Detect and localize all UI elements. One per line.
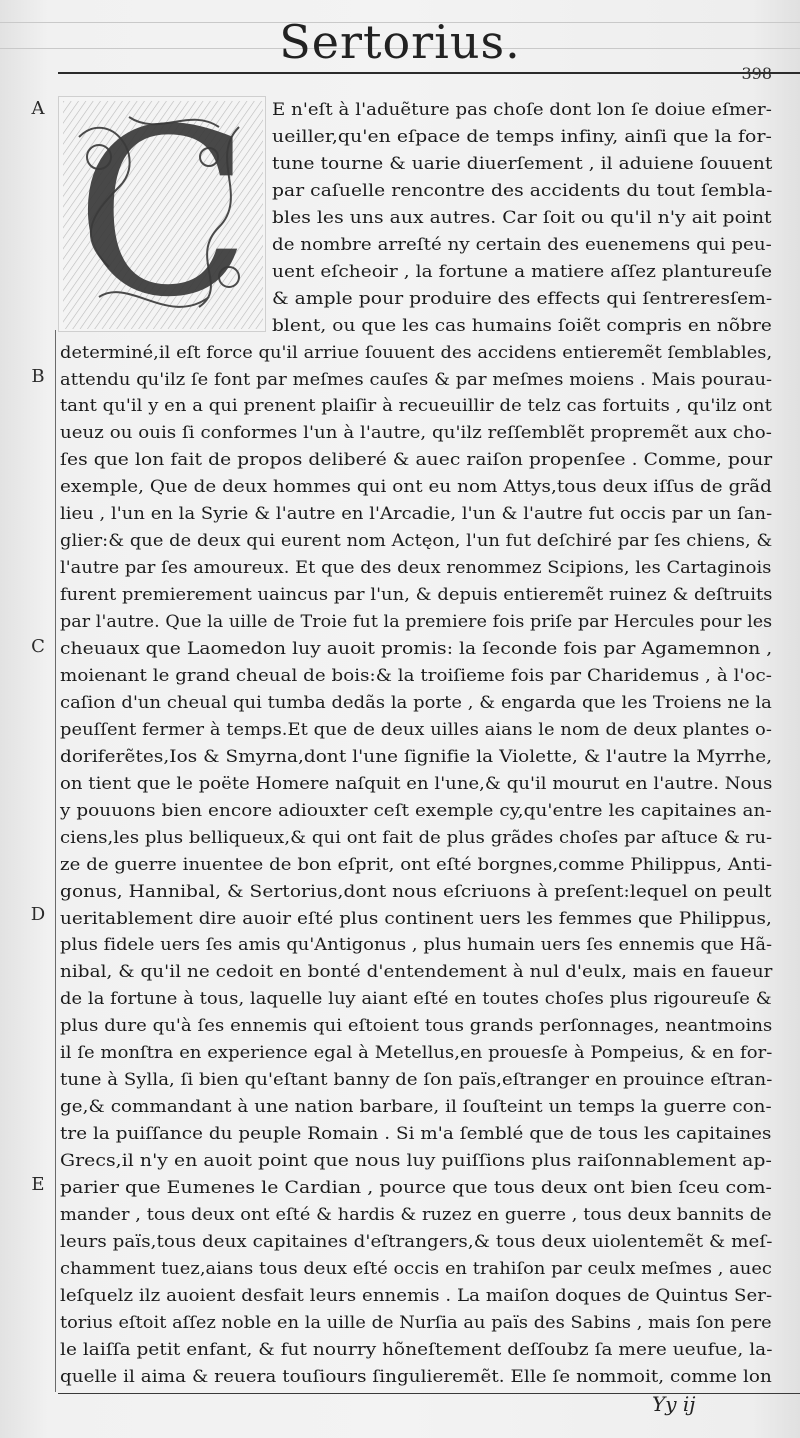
text-line: tune à Sylla, ſi bien qu'eſtant banny de ſon païs,eſtranger en prouince eſtran- [60, 1070, 773, 1091]
text-line: uent eſcheoir , la fortune a matiere aſſez plantureuſe [272, 261, 773, 282]
margin-letter-a: A [31, 98, 45, 119]
title-rule [58, 72, 800, 74]
text-line: gonus, Hannibal, & Sertorius,dont nous eſcriuons à preſent:lequel on peult [60, 881, 772, 902]
text-line: cheuaux que Laomedon luy auoit promis: la ſeconde fois par Agamemnon , [60, 639, 773, 659]
text-line: l'autre par ſes amoureux. Et que des deux renommez Scipions, les Cartaginois [60, 558, 772, 579]
text-line: le laiſſa petit enfant, & fut nourry hõneſtement deſſoubz ſa mere ueufue, la- [60, 1339, 773, 1360]
text-line: caſion d'un cheual qui tumba dedãs la porte , & engarda que les Troiens ne la [60, 692, 772, 713]
text-line: doriferẽtes,Ios & Smyrna,dont l'une ſignifie la Violette, & l'autre la Myrrhe, [60, 746, 773, 767]
signature-mark: Yy ij [652, 1392, 696, 1416]
text-line: leſquelz ilz auoient desfait leurs ennemis . La maiſon doques de Quintus Ser- [60, 1285, 773, 1306]
text-line: il ſe monſtra en experience egal à Metellus,en prouesſe à Pompeius, & en for- [60, 1043, 773, 1064]
text-line: quelle il aima & reuera touſiours ſingulieremẽt. Elle ſe nommoit, comme lon [60, 1366, 772, 1387]
text-line: determiné,il eſt force qu'il arriue ſouuent des accidens entieremẽt ſemblables, [60, 342, 773, 363]
left-margin-rule [55, 330, 56, 1392]
text-line: ueuz ou ouis ſi conformes l'un à l'autre, qu'ilz reſſemblẽt propremẽt aux cho- [60, 423, 772, 444]
margin-letter-e: E [31, 1174, 45, 1195]
text-line: tune tourne & uarie diuerſement , il aduiene ſouuent [272, 153, 773, 174]
initial-letter: C [75, 81, 251, 348]
text-line: tre la puiſſance du peuple Romain . Si m'a ſemblé que de tous les capitaines [60, 1124, 772, 1145]
text-line: ueiller,qu'en eſpace de temps infiny, ainſi que la for- [272, 126, 772, 147]
text-line: peuſſent fermer à temps.Et que de deux uilles aians le nom de deux plantes o- [60, 719, 772, 740]
text-line: nibal, & qu'il ne cedoit en bonté d'entendement à nul d'eulx, mais en faueur [60, 962, 773, 983]
text-line: on tient que le poëte Homere naſquit en l'une,& qu'il mourut en l'autre. Nous [60, 773, 773, 794]
text-line: ze de guerre inuentee de bon eſprit, ont eſté borgnes,comme Philippus, Anti- [60, 854, 773, 875]
text-line: plus fidele uers ſes amis qu'Antigonus , plus humain uers ſes ennemis que Hã- [60, 935, 773, 956]
text-line: furent premierement uaincus par l'un, & depuis entieremẽt ruinez & deſtruits [60, 585, 773, 606]
text-line: blent, ou que les cas humains ſoiẽt compris en nõbre [272, 315, 772, 336]
text-line: & ample pour produire des effects qui ſentreresſem- [272, 288, 773, 309]
text-line: par caſuelle rencontre des accidents du tout ſembla- [272, 180, 773, 201]
text-line: mander , tous deux ont eſté & hardis & ruzez en guerre , tous deux bannits de [60, 1204, 772, 1225]
running-title: Sertorius. [279, 15, 521, 69]
text-line: exemple, Que de deux hommes qui ont eu nom Attys,tous deux iſſus de grãd [60, 477, 772, 498]
text-line: moienant le grand cheual de bois:& la troiſieme fois par Charidemus , à l'oc- [60, 665, 772, 686]
text-line: par l'autre. Que la uille de Troie fut la premiere fois priſe par Hercules pour les [60, 612, 773, 633]
text-line: plus dure qu'à ſes ennemis qui eſtoient tous grands perſonnages, neantmoins [60, 1016, 773, 1037]
text-line: glier:& que de deux qui eurent nom Actęon, l'un fut deſchiré par ſes chiens, & [60, 531, 773, 552]
text-line: attendu qu'ilz ſe font par meſmes cauſes & par meſmes moiens . Mais pourau- [60, 369, 773, 390]
text-line: lieu , l'un en la Syrie & l'autre en l'Arcadie, l'un & l'autre fut occis par un ſan- [60, 504, 773, 525]
text-line: tant qu'il y en a qui prenent plaiſir à recueuillir de telz cas fortuits , qu'ilz ont [60, 396, 772, 417]
text-line: parier que Eumenes le Cardian , pource que tous deux ont bien ſceu com- [60, 1178, 773, 1198]
text-line: bles les uns aux autres. Car ſoit ou qu'il n'y ait point [272, 207, 772, 228]
text-line: ciens,les plus belliqueux,& qui ont fait de plus grãdes choſes par aſtuce & ru- [60, 827, 773, 848]
margin-letter-b: B [31, 366, 45, 387]
text-line: leurs païs,tous deux capitaines d'eſtrangers,& tous deux uiolentemẽt & meſ- [60, 1231, 773, 1252]
text-line: Grecs,il n'y en auoit point que nous luy puiſſions plus raiſonnablement ap- [60, 1151, 772, 1172]
margin-letter-c: C [31, 636, 45, 657]
text-line: torius eſtoit aſſez noble en la uille de Nurſia au païs des Sabins , mais ſon pere [60, 1312, 772, 1333]
text-line: E n'eſt à l'aduẽture pas choſe dont lon ſe doiue eſmer- [272, 100, 772, 120]
text-line: ueritablement dire auoir eſté plus continent uers les femmes que Philippus, [60, 908, 772, 929]
text-line: chamment tuez,aians tous deux eſté occis en trahiſon par ceulx meſmes , auec [60, 1258, 772, 1279]
text-line: de nombre arreſté ny certain des euenemens qui peu- [272, 234, 772, 255]
page-number: 398 [741, 64, 772, 83]
decorated-initial [58, 81, 266, 348]
text-line: de la fortune à tous, laquelle luy aiant eſté en toutes choſes plus rigoureuſe & [60, 989, 772, 1010]
text-line: y pouuons bien encore adiouxter ceſt exemple cy,qu'entre les capitaines an- [60, 800, 772, 821]
margin-letter-d: D [30, 904, 46, 925]
text-line: ge,& commandant à une nation barbare, il ſouſteint un temps la guerre con- [60, 1097, 772, 1118]
text-line: ſes que lon fait de propos deliberé & auec raiſon propenſee . Comme, pour [60, 450, 773, 471]
